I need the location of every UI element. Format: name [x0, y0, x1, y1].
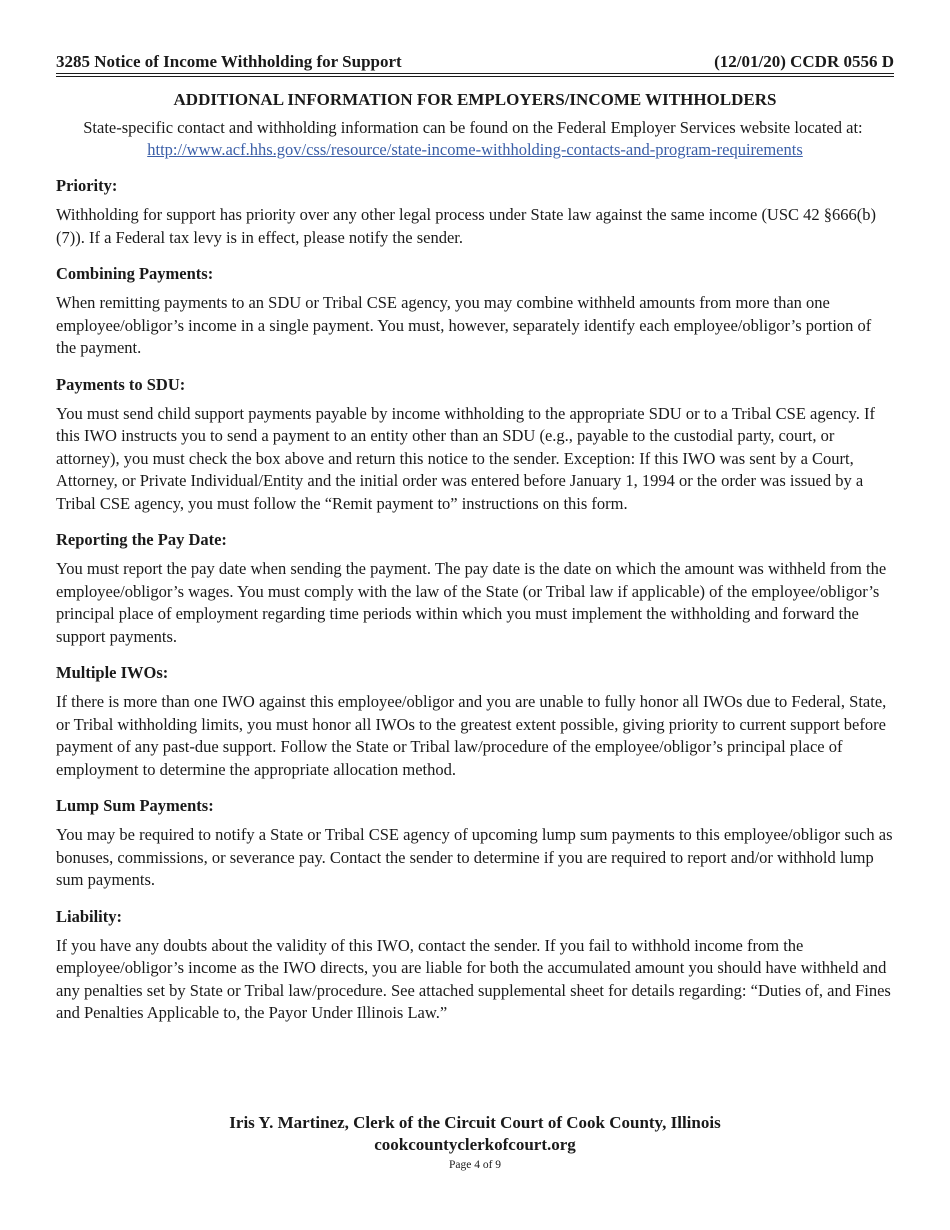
section-reporting-pay-date [56, 529, 894, 648]
section-body: You may be required to notify a State or Tribal CSE agency of upcoming lump sum payments to this employee/obligor such as bonuses, commissions, or severance pay. Contact the sender to determine if you are required to report and/or withhold lump sum payments. [56, 825, 893, 889]
intro-text: State-specific contact and withholding information can be found on the Federal Employer Services website located at: [83, 118, 863, 137]
section-heading: Priority: [56, 176, 118, 195]
section-heading: Combining Payments: [56, 264, 214, 283]
page-footer [0, 1112, 950, 1173]
section-heading: Payments to SDU: [56, 374, 186, 394]
section-liability [56, 906, 894, 1025]
document-page [56, 52, 894, 1025]
page-header [56, 52, 894, 74]
section-priority [56, 175, 894, 249]
section-body: You must report the pay date when sending the payment. The pay date is the date on which the amount was withheld from the employee/obligor’s wages. You must comply with the law of the State (or Tribal law if applicable) of the employee/obligor’s principal place of employment regarding time periods within which you must implement the withholding and forward the support payments. [56, 559, 887, 646]
section-title: ADDITIONAL INFORMATION FOR EMPLOYERS/INCOME WITHHOLDERS [173, 90, 777, 109]
section-combining-payments [56, 263, 894, 360]
clerk-name: Iris Y. Martinez, Clerk of the Circuit Court of Cook County, Illinois [229, 1113, 721, 1132]
clerk-website: cookcountyclerkofcourt.org [374, 1135, 576, 1154]
section-body: If you have any doubts about the validity of this IWO, contact the sender. If you fail to withhold income from the employee/obligor’s income as the IWO directs, you are liable for both the accumulated amount you should have withheld and any penalties set by State or Tribal law/procedure. See attached supplemental sheet for details regarding: “Duties of, and Fines and Penalties Applicable to, the Payor Under Illinois Law.” [56, 935, 891, 1022]
form-title: 3285 Notice of Income Withholding for Support [56, 52, 402, 71]
state-contacts-link[interactable]: http://www.acf.hhs.gov/css/resource/state-income-withholding-contacts-and-program-requirements [147, 140, 803, 159]
section-heading: Lump Sum Payments: [56, 796, 214, 815]
section-body: When remitting payments to an SDU or Tribal CSE agency, you may combine withheld amounts from more than one employee/obligor’s income in a single payment. You must, however, separately identify each employee/obligor’s portion of the payment. [56, 293, 872, 357]
page-number: Page 4 of 9 [448, 1159, 502, 1171]
section-lump-sum-payments [56, 795, 894, 892]
section-heading: Liability: [56, 906, 123, 926]
section-body: Withholding for support has priority over any other legal process under State law against the same income (USC 42 §666(b)(7)). If a Federal tax levy is in effect, please notify the sender. [56, 205, 877, 247]
section-heading: Multiple IWOs: [56, 663, 169, 682]
section-heading: Reporting the Pay Date: [56, 530, 227, 549]
intro-paragraph [56, 117, 894, 161]
section-body: You must send child support payments payable by income withholding to the appropriate SDU or to a Tribal CSE agency. If this IWO instructs you to send a payment to an entity other than an SDU (e.g., payable to the custodial party, court, or attorney), you must check the box above and return this notice to the sender. Exception: If this IWO was sent by a Court, Attorney, or Private Individual/Entity and the initial order was entered before January 1, 1994 or the order was issued by a Tribal CSE agency, you must follow the “Remit payment to” instructions on this form. [56, 403, 875, 513]
section-payments-to-sdu [56, 374, 894, 516]
section-body: If there is more than one IWO against this employee/obligor and you are unable to fully honor all IWOs due to Federal, State, or Tribal withholding limits, you must honor all IWOs to the greatest extent possible, giving priority to current support before payment of any past-due support. Follow the State or Tribal law/procedure of the employee/obligor’s principal place of employment to determine the appropriate allocation method. [56, 692, 887, 779]
section-multiple-iwos [56, 662, 894, 781]
form-number: (12/01/20) CCDR 0556 D [714, 52, 894, 71]
